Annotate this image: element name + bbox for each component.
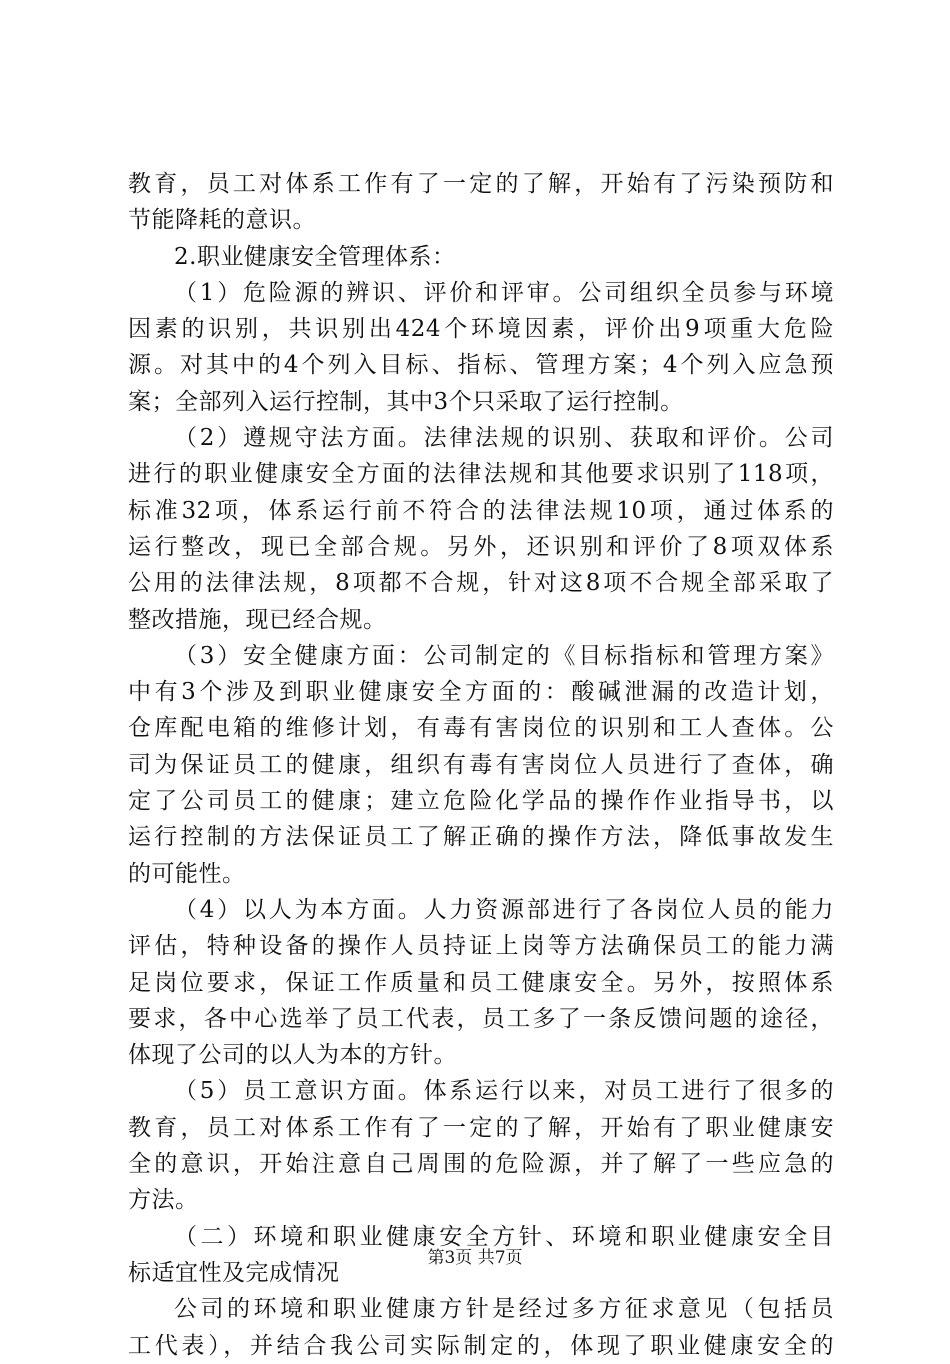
text-line: 评估，特种设备的操作人员持证上岗等方法确保员工的能力满 [128,933,834,960]
text-line: 节能降耗的意识。 [128,207,316,234]
text-line: 全的意识，开始注意自己周围的危险源，并了解了一些应急的 [128,1151,834,1178]
text-line: 案；全部列入运行控制，其中3个只采取了运行控制。 [128,388,684,415]
text-line: 进行的职业健康安全方面的法律法规和其他要求识别了118项， [128,461,834,488]
text-line: 公用的法律法规，8项都不合规，针对这8项不合规全部采取了 [128,570,834,597]
text-line: 标适宜性及完成情况 [128,1259,340,1286]
text-line: 的可能性。 [128,860,246,887]
text-line: 工代表），并结合我公司实际制定的，体现了职业健康安全的 [128,1332,834,1359]
text-line: 体现了公司的以人为本的方针。 [128,1042,457,1069]
page-footer: 第3页 共7页 [427,1248,523,1268]
text-line: （3）安全健康方面：公司制定的《目标指标和管理方案》 [174,642,834,669]
text-line: 教育，员工对体系工作有了一定的了解，开始有了职业健康安 [128,1114,834,1141]
text-line: 仓库配电箱的维修计划，有毒有害岗位的识别和工人查体。公 [128,715,834,742]
text-line: 方法。 [128,1187,199,1214]
text-line: 运行控制的方法保证员工了解正确的操作方法，降低事故发生 [128,824,834,851]
text-line: 运行整改，现已全部合规。另外，还识别和评价了8项双体系 [128,533,834,560]
text-line: （1）危险源的辨识、评价和评审。公司组织全员参与环境 [174,279,834,306]
text-line: 源。对其中的4个列入目标、指标、管理方案；4个列入应急预 [128,352,834,379]
text-line: （4）以人为本方面。人力资源部进行了各岗位人员的能力 [174,896,834,923]
text-line: 要求，各中心选举了员工代表，员工多了一条反馈问题的途径， [128,1005,834,1032]
text-line: 公司的环境和职业健康方针是经过多方征求意见（包括员 [174,1296,834,1323]
text-line: 标准32项，体系运行前不符合的法律法规10项，通过体系的 [128,497,834,524]
text-line: 定了公司员工的健康；建立危险化学品的操作作业指导书，以 [128,788,834,815]
text-line: （2）遵规守法方面。法律法规的识别、获取和评价。公司 [174,425,834,452]
text-line: 2.职业健康安全管理体系： [174,243,456,270]
text-line: 整改措施，现已经合规。 [128,606,387,633]
text-line: 足岗位要求，保证工作质量和员工健康安全。另外，按照体系 [128,969,834,996]
text-line: 因素的识别，共识别出424个环境因素，评价出9项重大危险 [128,316,834,343]
document-body [128,166,834,1364]
text-line: 中有3个涉及到职业健康安全方面的：酸碱泄漏的改造计划， [128,679,834,706]
text-line: 教育，员工对体系工作有了一定的了解，开始有了污染预防和 [128,171,834,197]
text-line: （5）员工意识方面。体系运行以来，对员工进行了很多的 [174,1078,834,1105]
text-line: 司为保证员工的健康，组织有毒有害岗位人员进行了查体，确 [128,751,834,778]
text-line: （二）环境和职业健康安全方针、环境和职业健康安全目 [174,1223,834,1250]
